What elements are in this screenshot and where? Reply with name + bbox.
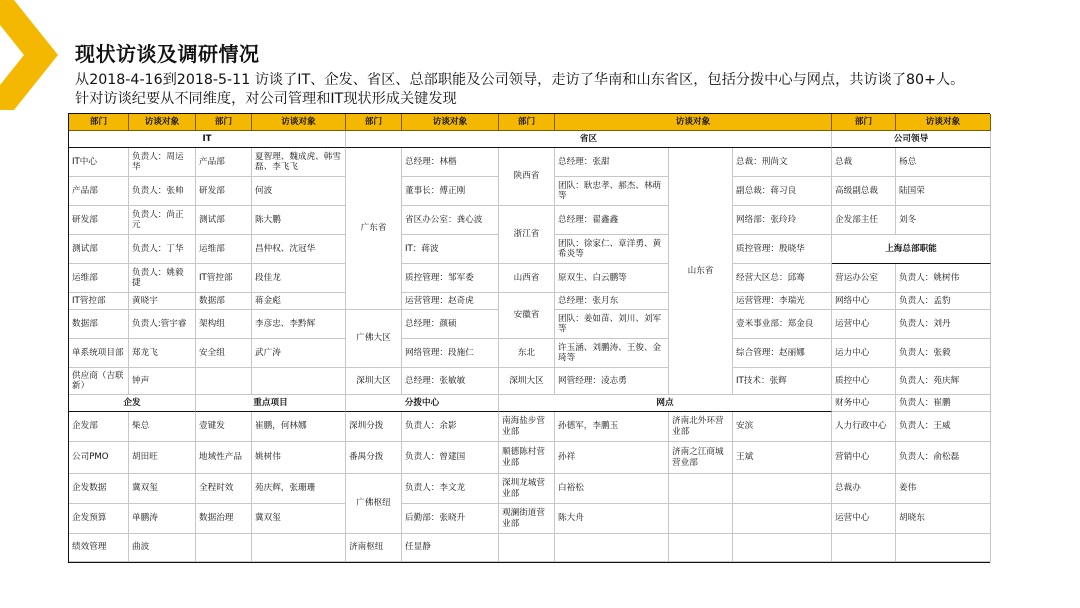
table-cell xyxy=(669,474,733,504)
table-cell: 董事长：傅正刚 xyxy=(402,177,499,206)
table-cell: 质控管理：邹军委 xyxy=(402,264,499,293)
group-header-cell: 公司领导 xyxy=(832,131,991,148)
table-cell: 负责人：余影 xyxy=(402,412,499,442)
table-cell: 孙德军，李鹏玉 xyxy=(555,412,669,442)
group-header-cell: 企发 xyxy=(69,395,196,412)
table-cell: 浙江省 xyxy=(499,206,555,264)
table-cell: 企发预算 xyxy=(69,504,129,534)
table-cell: 产品部 xyxy=(196,148,252,177)
table-cell: 陆国荣 xyxy=(896,177,991,206)
table-cell: 财务中心 xyxy=(832,395,896,412)
column-header-cell: 部门 xyxy=(832,114,896,131)
table-cell: 运维部 xyxy=(196,235,252,264)
table-cell: 负责人：李文龙 xyxy=(402,474,499,504)
table-cell: 研发部 xyxy=(196,177,252,206)
column-header-cell: 部门 xyxy=(346,114,402,131)
table-cell: 广佛大区 xyxy=(346,310,402,368)
group-header-cell: 分拨中心 xyxy=(346,395,499,412)
table-cell xyxy=(733,474,832,504)
table-cell: 团队：徐家仁、章洋勇、黄希炎等 xyxy=(555,235,669,264)
table-cell: 负责人：王威 xyxy=(896,412,991,442)
table-cell: 东北 xyxy=(499,339,555,368)
column-header-cell: 访谈对象 xyxy=(402,114,499,131)
table-cell: 后勤部：张晓升 xyxy=(402,504,499,534)
table-cell: 产品部 xyxy=(69,177,129,206)
column-header-cell: 访谈对象 xyxy=(129,114,196,131)
table-cell: 数据部 xyxy=(196,293,252,310)
table-cell: 负责人：姚毅捷 xyxy=(129,264,196,293)
table-cell: 南海盐步营业部 xyxy=(499,412,555,442)
table-cell: 负责人：刘丹 xyxy=(896,310,991,339)
table-cell: 壹米事业部：郑金良 xyxy=(733,310,832,339)
table-cell: 单系统项目部 xyxy=(69,339,129,368)
table-cell: 运营中心 xyxy=(832,504,896,534)
table-cell: 营运办公室 xyxy=(832,264,896,293)
table-cell: 蒋金彪 xyxy=(252,293,346,310)
table-cell: 质控管理：殷晓华 xyxy=(733,235,832,264)
group-header-cell: 省区 xyxy=(346,131,832,148)
intro-line-1: 从2018-4-16到2018-5-11 访谈了IT、企发、省区、总部职能及公司领导，走访了华南和山东省区，包括分拨中心与网点，共访谈了80+人。 xyxy=(75,72,965,88)
table-cell: 原双生、白云鹏等 xyxy=(555,264,669,293)
table-cell: 白裕松 xyxy=(555,474,669,504)
table-cell: 济南之江商城营业部 xyxy=(669,442,733,474)
table-cell: 运力中心 xyxy=(832,339,896,368)
table-cell: 运营中心 xyxy=(832,310,896,339)
table-cell xyxy=(896,534,991,562)
table-cell: 苑庆辉，张珊珊 xyxy=(252,474,346,504)
table-cell: 李彦忠、李黔辉 xyxy=(252,310,346,339)
table-cell: 胡田旺 xyxy=(129,442,196,474)
table-cell: IT中心 xyxy=(69,148,129,177)
table-cell: 测试部 xyxy=(69,235,129,264)
table-cell: 绩效管理 xyxy=(69,534,129,562)
table-cell: 企发数据 xyxy=(69,474,129,504)
group-header-cell: 重点项目 xyxy=(196,395,346,412)
table-cell: 架构组 xyxy=(196,310,252,339)
table-cell xyxy=(669,534,733,562)
table-cell: 济南北外环营业部 xyxy=(669,412,733,442)
intro-text xyxy=(75,71,1075,109)
table-cell: 质控中心 xyxy=(832,368,896,395)
table-cell xyxy=(499,534,555,562)
table-cell: 数据治理 xyxy=(196,504,252,534)
table-cell: 负责人：孟豹 xyxy=(896,293,991,310)
table-cell xyxy=(252,368,346,395)
column-header-cell: 访谈对象 xyxy=(555,114,832,131)
table-cell: IT技术：张辉 xyxy=(733,368,832,395)
table-cell: 安全组 xyxy=(196,339,252,368)
table-cell: 山东省 xyxy=(669,148,733,395)
table-cell: 负责人：张毅 xyxy=(896,339,991,368)
table-cell: 负责人：尚正元 xyxy=(129,206,196,235)
table-cell: 省区办公室：龚心波 xyxy=(402,206,499,235)
table-cell: 昌仲权、沈冠华 xyxy=(252,235,346,264)
table-cell: 安滨 xyxy=(733,412,832,442)
table-cell: 何波 xyxy=(252,177,346,206)
group-header-cell: IT xyxy=(69,131,346,148)
interview-table xyxy=(68,113,990,563)
table-cell: 副总裁：蒋习良 xyxy=(733,177,832,206)
table-cell: 负责人：丁华 xyxy=(129,235,196,264)
table-cell: 胡晓东 xyxy=(896,504,991,534)
chevron-arrow-icon xyxy=(0,0,60,110)
table-cell: 许玉涵、刘鹏涛、王俊、金琦等 xyxy=(555,339,669,368)
table-cell: 广东省 xyxy=(346,148,402,310)
table-cell: 地域性产品 xyxy=(196,442,252,474)
table-cell: 总经理：颜硕 xyxy=(402,310,499,339)
table-cell: 姚树伟 xyxy=(252,442,346,474)
table-cell xyxy=(555,534,669,562)
table-cell: 刘冬 xyxy=(896,206,991,235)
table-cell: 高级副总裁 xyxy=(832,177,896,206)
table-cell: 网络中心 xyxy=(832,293,896,310)
table-cell: 负责人：张帅 xyxy=(129,177,196,206)
table-cell: 总裁办 xyxy=(832,474,896,504)
table-cell: 全程时效 xyxy=(196,474,252,504)
table-cell: 武广涛 xyxy=(252,339,346,368)
table-cell: 负责人：俞松磊 xyxy=(896,442,991,474)
table-cell: IT管控部 xyxy=(69,293,129,310)
table-cell: 总经理：林楷 xyxy=(402,148,499,177)
table-cell: 观澜街道营业部 xyxy=(499,504,555,534)
column-header-cell: 访谈对象 xyxy=(896,114,991,131)
table-cell: 网络部：张玲玲 xyxy=(733,206,832,235)
table-cell: 团队：姜如苗、刘川、刘军等 xyxy=(555,310,669,339)
column-header-cell: 部门 xyxy=(196,114,252,131)
table-cell: 深圳龙城营业部 xyxy=(499,474,555,504)
table-cell: 陕西省 xyxy=(499,148,555,206)
table-cell: 测试部 xyxy=(196,206,252,235)
table-cell: 黄晓宇 xyxy=(129,293,196,310)
table-cell: 总经理：张月东 xyxy=(555,293,669,310)
intro-line-2: 针对访谈纪要从不同维度，对公司管理和IT现状形成关键发现 xyxy=(75,91,457,107)
table-cell: 孙祥 xyxy=(555,442,669,474)
table-cell: 总经理：张甜 xyxy=(555,148,669,177)
table-cell: 曲波 xyxy=(129,534,196,562)
table-cell: 壹键发 xyxy=(196,412,252,442)
table-cell: 人力行政中心 xyxy=(832,412,896,442)
table-cell: 运营管理：赵奇虎 xyxy=(402,293,499,310)
table-cell: 研发部 xyxy=(69,206,129,235)
table-cell: 冀双玺 xyxy=(252,504,346,534)
table-cell: 广佛枢纽 xyxy=(346,474,402,534)
table-cell: 负责人：崔鹏 xyxy=(896,395,991,412)
table-cell: 王斌 xyxy=(733,442,832,474)
table-cell: 济南枢纽 xyxy=(346,534,402,562)
table-cell: 姜伟 xyxy=(896,474,991,504)
table-cell: 综合管理：赵丽娜 xyxy=(733,339,832,368)
page-title: 现状访谈及调研情况 xyxy=(75,42,260,66)
table-cell: 公司PMO xyxy=(69,442,129,474)
table-cell: 崔鹏，何林娜 xyxy=(252,412,346,442)
table-cell: 柴总 xyxy=(129,412,196,442)
table-cell: 负责人:管宇睿 xyxy=(129,310,196,339)
table-cell: 数据部 xyxy=(69,310,129,339)
table-cell xyxy=(832,534,896,562)
table-cell: 深圳分拨 xyxy=(346,412,402,442)
table-cell: 陈大舟 xyxy=(555,504,669,534)
table-cell: 郑龙飞 xyxy=(129,339,196,368)
table-cell: 团队：耿忠孝、郝杰、林萌等 xyxy=(555,177,669,206)
column-header-cell: 访谈对象 xyxy=(252,114,346,131)
table-cell: 段佳龙 xyxy=(252,264,346,293)
group-header-cell: 网点 xyxy=(499,395,832,412)
group-header-cell: 上海总部职能 xyxy=(832,235,991,264)
table-cell: 企发部 xyxy=(69,412,129,442)
table-cell xyxy=(733,534,832,562)
table-cell: 负责人：苑庆辉 xyxy=(896,368,991,395)
table-cell: 总经理：张敏敏 xyxy=(402,368,499,395)
table-cell: 运营管理：李瑞光 xyxy=(733,293,832,310)
table-cell: 番禺分拨 xyxy=(346,442,402,474)
table-cell: 负责人：姚树伟 xyxy=(896,264,991,293)
table-cell xyxy=(252,534,346,562)
table-cell: 冀双玺 xyxy=(129,474,196,504)
table-cell: IT管控部 xyxy=(196,264,252,293)
table-cell: 供应商（吉联新） xyxy=(69,368,129,395)
table-cell xyxy=(196,368,252,395)
table-cell: 单鹏涛 xyxy=(129,504,196,534)
table-cell: 夏智理、魏成虎、韩雪磊、李飞飞 xyxy=(252,148,346,177)
table-cell: 山西省 xyxy=(499,264,555,293)
table-cell: 杨总 xyxy=(896,148,991,177)
table-cell: 总裁：刑尚文 xyxy=(733,148,832,177)
table-cell: 深圳大区 xyxy=(499,368,555,395)
table-cell: 陈大鹏 xyxy=(252,206,346,235)
table-cell: 经营大区总：邱骞 xyxy=(733,264,832,293)
table-cell: 安徽省 xyxy=(499,293,555,339)
table-cell: 顺德陈村营业部 xyxy=(499,442,555,474)
table-cell: 总裁 xyxy=(832,148,896,177)
table-cell: 企发部主任 xyxy=(832,206,896,235)
table-cell xyxy=(669,504,733,534)
table-cell: 网管经理：凌志勇 xyxy=(555,368,669,395)
table-cell: 营销中心 xyxy=(832,442,896,474)
table-cell: 任显静 xyxy=(402,534,499,562)
table-cell xyxy=(196,534,252,562)
table-cell: 网络管理：段施仁 xyxy=(402,339,499,368)
table-cell: 运维部 xyxy=(69,264,129,293)
column-header-cell: 部门 xyxy=(69,114,129,131)
table-cell: 钟声 xyxy=(129,368,196,395)
table-cell: 负责人：周运华 xyxy=(129,148,196,177)
table-cell: 深圳大区 xyxy=(346,368,402,395)
table-cell: 总经理：翟鑫鑫 xyxy=(555,206,669,235)
column-header-cell: 部门 xyxy=(499,114,555,131)
table-cell: 负责人：曾建国 xyxy=(402,442,499,474)
table-cell: IT：蒋波 xyxy=(402,235,499,264)
table-cell xyxy=(733,504,832,534)
